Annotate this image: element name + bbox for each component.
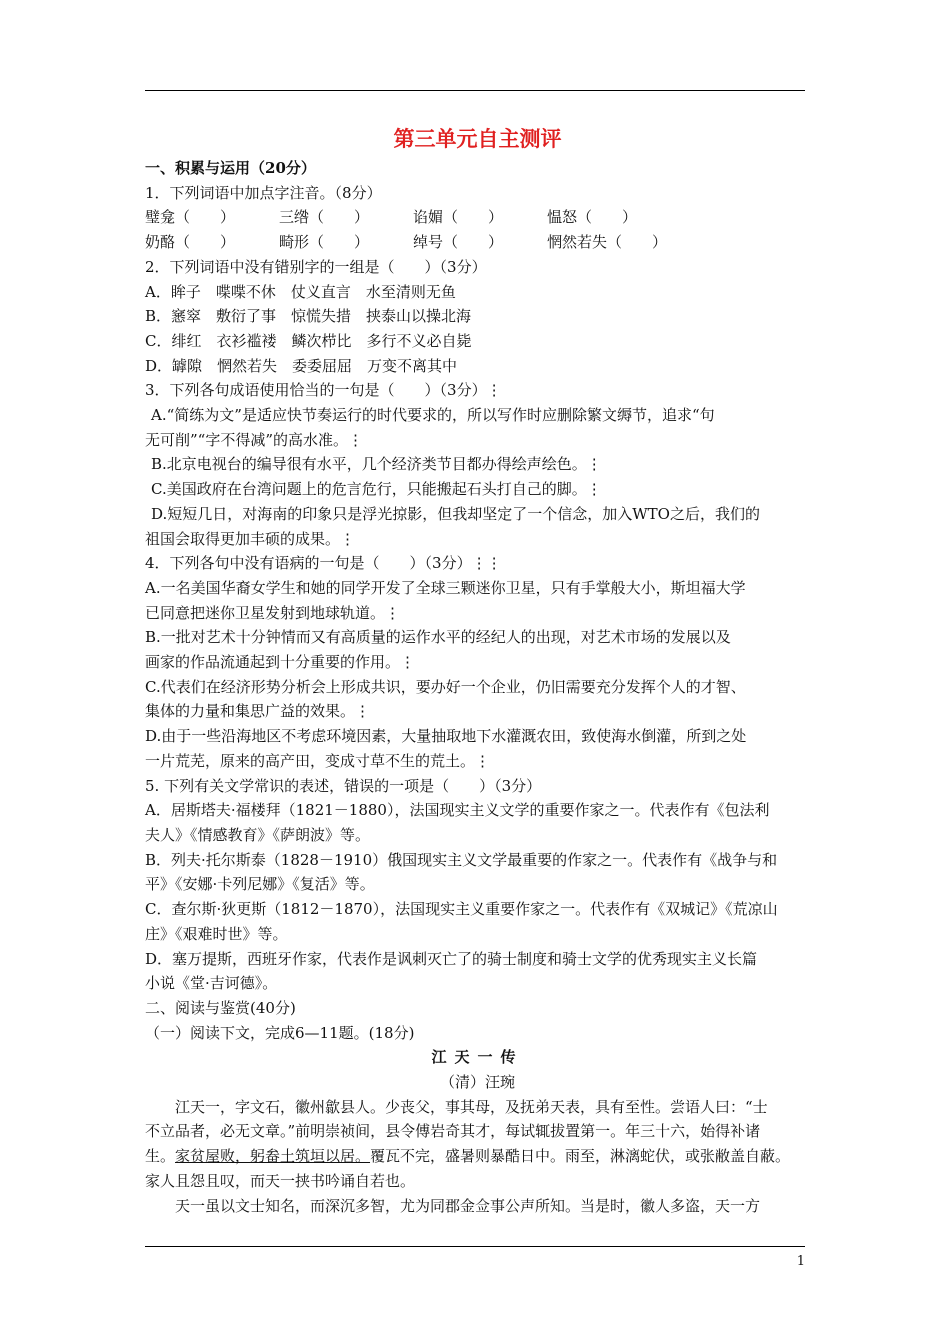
q5-line: 夫人》《情感教育》《萨朗波》等。	[145, 825, 371, 844]
header-rule	[145, 90, 805, 91]
q2-stem: 2．下列词语中没有错别字的一组是（ ）（3分）	[145, 257, 487, 276]
part1-heading: （一）阅读下文，完成6—11题。(18分)	[145, 1023, 415, 1042]
section2-heading: 二、阅读与鉴赏(40分)	[145, 998, 296, 1017]
q4-line: 集体的力量和集思广益的效果。⋮	[145, 702, 371, 721]
q3-line: 无可削”“字不得减”的高水准。⋮	[145, 430, 364, 449]
q5-line: 庄》《艰难时世》等。	[145, 924, 288, 943]
q1-item: 惘然若失（ ）	[547, 233, 668, 252]
q2-option: B．窸窣 敷衍了事 惊慌失措 挟泰山以操北海	[145, 307, 472, 326]
q1-item: 谄媚（ ）	[413, 208, 504, 227]
document-body	[145, 124, 810, 1218]
q1-item: 愠怒（ ）	[547, 208, 638, 227]
q4-line: 已同意把迷你卫星发射到地球轨道。⋮	[145, 603, 401, 622]
q4-line: C.代表们在经济形势分析会上形成共识，要办好一个企业，仍旧需要充分发挥个人的才智、	[145, 677, 746, 696]
q1-item: 绰号（ ）	[413, 233, 504, 252]
passage-line: 不立品者，必无文章。”前明崇祯间，县令傅岩奇其才，每试辄拔置第一。年三十六，始得补诸	[145, 1122, 761, 1141]
q4-line: A.一名美国华裔女学生和她的同学开发了全球三颗迷你卫星，只有手掌般大小，斯坦福大学	[145, 578, 746, 597]
q1-item: 三绺（ ）	[279, 208, 370, 227]
q4-stem: 4．下列各句中没有语病的一句是（ ）（3分）⋮⋮	[145, 554, 502, 573]
q1-item: 畸形（ ）	[279, 233, 370, 252]
q2-option: D．罅隙 惘然若失 委委屈屈 万变不离其中	[145, 356, 458, 375]
q5-line: B．列夫·托尔斯泰（1828－1910）俄国现实主义文学最重要的作家之一。代表作有《战争与和	[145, 850, 778, 869]
page-number: 1	[796, 1254, 805, 1269]
passage-line: 家人且怨且叹，而天一挟书吟诵自若也。	[145, 1171, 416, 1190]
q5-line: 平》《安娜·卡列尼娜》《复活》等。	[145, 875, 375, 894]
q3-line: A.“简练为文”是适应快节奏运行的时代要求的，所以写作时应删除繁文缛节，追求“句	[151, 406, 715, 425]
q1-row2	[145, 230, 810, 255]
q4-line: D.由于一些沿海地区不考虑环境因素，大量抽取地下水灌溉农田，致使海水倒灌，所到之处	[145, 727, 747, 746]
q1-item: 璧龛（ ）	[145, 208, 236, 227]
q2-option: A．眸子 喋喋不休 仗义直言 水至清则无鱼	[145, 282, 456, 301]
q3-line: 祖国会取得更加丰硕的成果。⋮	[145, 529, 356, 548]
section1-heading: 一、积累与运用（20分）	[145, 159, 316, 177]
passage-line	[145, 1144, 810, 1169]
q3-line: C.美国政府在台湾问题上的危言危行，只能搬起石头打自己的脚。⋮	[151, 480, 602, 499]
q5-line: C．查尔斯·狄更斯（1812－1870），法国现实主义重要作家之一。代表作有《双城记》《荒凉山	[145, 900, 778, 919]
q3-stem: 3．下列各句成语使用恰当的一句是（ ）（3分）⋮	[145, 381, 502, 400]
q4-line: B.一批对艺术十分钟情而又有高质量的运作水平的经纪人的出现，对艺术市场的发展以及	[145, 628, 731, 647]
passage-line: 天一虽以文士知名，而深沉多智，尤为同郡金佥事公声所知。当是时，徽人多盗，天一方	[175, 1196, 761, 1215]
passage-line: 江天一，字文石，徽州歙县人。少丧父，事其母，及抚弟天表，具有至性。尝语人曰：“士	[175, 1097, 768, 1116]
q5-stem: 5. 下列有关文学常识的表述，错误的一项是（ ）（3分）	[145, 776, 542, 795]
q4-line: 一片荒芜，原来的高产田，变成寸草不生的荒土。⋮	[145, 751, 491, 770]
q2-option: C．绯红 衣衫褴褛 鳞次栉比 多行不义必自毙	[145, 331, 472, 350]
footer-rule	[145, 1246, 805, 1247]
q5-line: A．居斯塔夫·福楼拜（1821－1880），法国现实主义文学的重要作家之一。代表作有《包法利	[145, 801, 770, 820]
page-title: 第三单元自主测评	[393, 126, 562, 151]
passage-title: 江天一传	[431, 1048, 524, 1067]
q5-line: D．塞万提斯，西班牙作家，代表作是讽刺灭亡了的骑士制度和骑士文学的优秀现实主义长篇	[145, 949, 758, 968]
underlined-sentence: 家贫屋败，躬畚土筑垣以居。	[175, 1147, 371, 1166]
q1-row1	[145, 205, 810, 230]
q3-line: D.短短几日，对海南的印象只是浮光掠影，但我却坚定了一个信念，加入WTO之后，我们的	[151, 504, 760, 523]
passage-text: 生。	[145, 1147, 176, 1166]
q3-line: B.北京电视台的编导很有水平，几个经济类节目都办得绘声绘色。⋮	[151, 455, 602, 474]
q1-item: 奶酪（ ）	[145, 233, 236, 252]
q4-line: 画家的作品流通起到十分重要的作用。⋮	[145, 653, 416, 672]
q5-line: 小说《堂·吉诃德》。	[145, 974, 278, 993]
passage-text: 覆瓦不完，盛暑则暴酷日中。雨至，淋漓蛇伏，或张敝盖自蔽。	[370, 1147, 791, 1166]
q1-stem: 1．下列词语中加点字注音。（8分）	[145, 183, 382, 202]
passage-author: （清）汪琬	[439, 1073, 515, 1092]
